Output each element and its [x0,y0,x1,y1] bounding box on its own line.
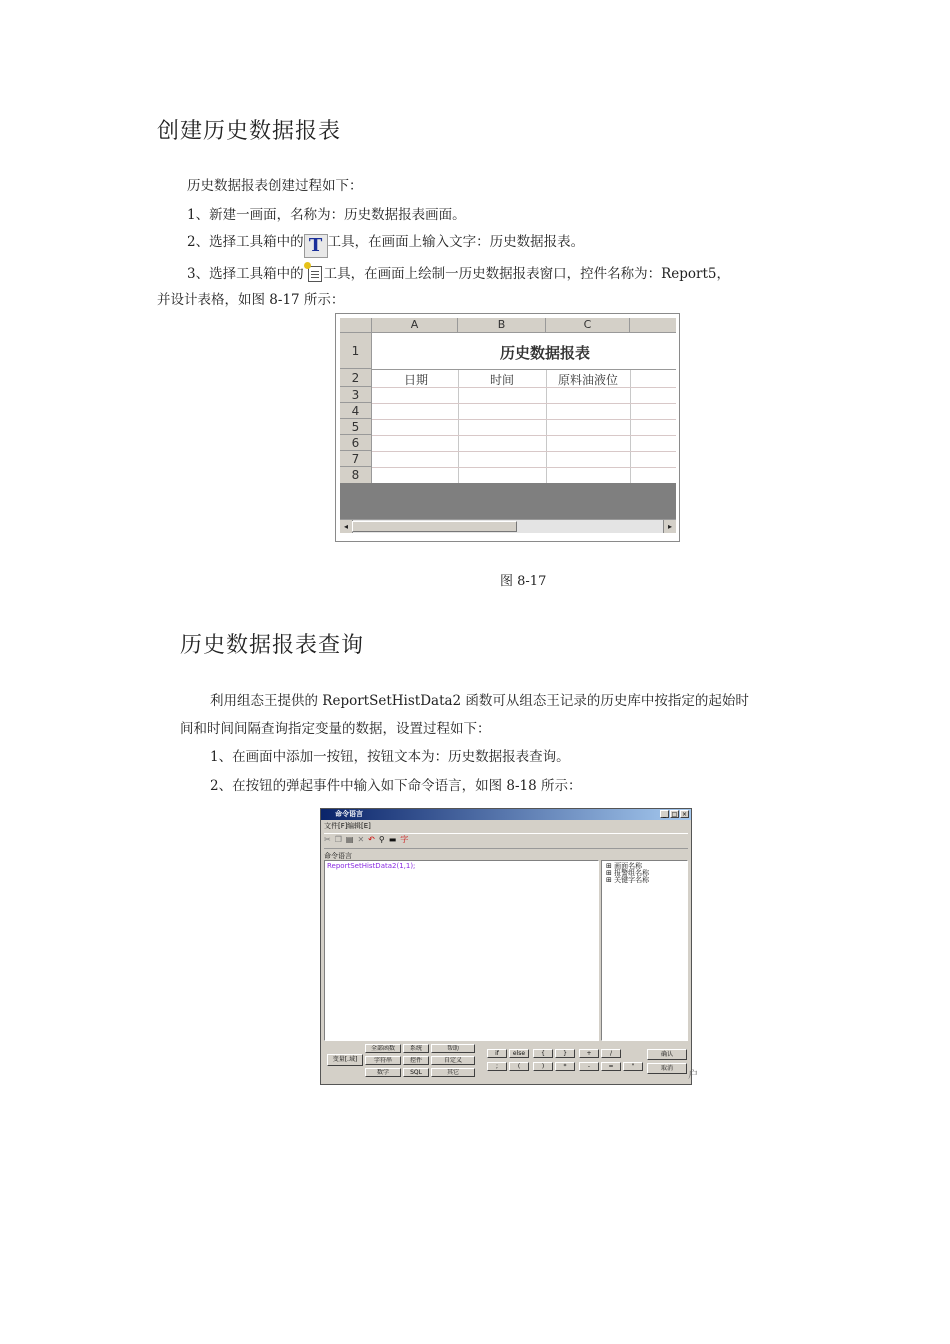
font-icon[interactable]: 字 [400,835,413,844]
menu-edit[interactable]: 编辑[E] [347,822,371,830]
grid-corner [340,318,372,333]
section-title-create-report: 创建历史数据报表 [157,119,342,144]
cell-date: 日期 [404,373,429,387]
string-button[interactable]: 字符串 [365,1056,401,1065]
op-open-paren-button[interactable]: ( [509,1062,529,1071]
row-header-5: 5 [340,419,372,435]
delete-icon[interactable]: ✕ [357,835,369,844]
editor-label: 命令语言 [324,852,352,860]
step-3-text [187,262,730,283]
scroll-left-arrow-icon[interactable]: ◂ [340,520,353,533]
op-equals-button[interactable]: = [601,1062,621,1071]
step-3-continuation: 并设计表格，如图 8-17 所示： [157,292,345,308]
op-open-brace-button[interactable]: { [533,1049,553,1058]
query-step-1: 1、在画面中添加一按钮，按钮文本为：历史数据报表查询。 [210,749,570,765]
row-header-3: 3 [340,387,372,403]
tree-panel[interactable] [601,860,688,1041]
section-title-report-query: 历史数据报表查询 [180,633,365,658]
dialog-toolbar [324,833,688,849]
history-report-tool-icon [304,262,324,282]
column-header-c: C [546,318,630,333]
copy-icon[interactable]: ❐ [334,835,346,844]
ok-button[interactable]: 确认 [647,1049,687,1060]
code-line: ReportSetHistData2(1,1); [327,862,416,870]
op-divide-button[interactable]: / [601,1049,621,1058]
close-icon[interactable]: × [681,811,688,818]
undo-icon[interactable]: ↶ [368,835,379,844]
tree-item-alarm[interactable]: ⊞ 报警组名称 [606,869,650,877]
query-paragraph: 利用组态王提供的 ReportSetHistData2 函数可从组态王记录的历史库中按指定的起始时 [210,693,749,709]
op-else-button[interactable]: else [509,1049,529,1058]
op-quote-button[interactable]: " [623,1062,643,1071]
tree-item-keyword-label: 关键字名称 [614,876,650,884]
row-header-8: 8 [340,467,372,483]
dialog-title-bar: 命令语言 [321,809,691,820]
text-tool-icon: T [304,234,328,258]
figure-caption-8-17: 图 8-17 [500,574,547,589]
math-button[interactable]: 数学 [365,1068,401,1077]
column-header-d [630,318,676,333]
column-header-a: A [372,318,458,333]
intro-text: 历史数据报表创建过程如下： [187,178,363,194]
horizontal-scrollbar[interactable] [340,519,676,533]
query-step-2: 2、在按钮的弹起事件中输入如下命令语言，如图 8-18 所示： [210,778,582,794]
row-header-4: 4 [340,403,372,419]
column-header-b: B [458,318,546,333]
all-functions-button[interactable]: 全部函数 [365,1044,401,1053]
cut-icon[interactable]: ✂ [324,835,335,844]
step-2-suffix: 工具，在画面上输入文字：历史数据报表。 [327,234,585,250]
op-if-button[interactable]: if [487,1049,507,1058]
op-close-brace-button[interactable]: } [555,1049,575,1058]
paste-icon[interactable]: ▤ [345,835,358,844]
clipped-caption-fragment: 户 [688,1070,698,1081]
sql-button[interactable]: SQL [403,1068,429,1077]
grid-empty-area [340,483,676,519]
scroll-right-arrow-icon[interactable]: ▸ [663,520,676,533]
report-title-cell: 历史数据报表 [500,344,591,362]
variable-button[interactable]: 变量[.域] [327,1054,363,1066]
scroll-thumb[interactable] [352,521,517,532]
tree-item-screen[interactable]: ⊞ 画面名称 [606,862,643,870]
row-header-6: 6 [340,435,372,451]
maximize-icon[interactable]: □ [671,811,678,818]
row-header-7: 7 [340,451,372,467]
row-header-2: 2 [340,369,372,387]
control-button[interactable]: 控件 [403,1056,429,1065]
help-button[interactable]: 帮助 [431,1044,475,1053]
custom-button[interactable]: 自定义 [431,1056,475,1065]
query-paragraph-continuation: 间和时间间隔查询指定变量的数据，设置过程如下： [180,721,491,737]
step-3-prefix: 3、选择工具箱中的 [187,266,304,282]
op-semicolon-button[interactable]: ; [487,1062,507,1071]
step-1-text: 1、新建一画面，名称为：历史数据报表画面。 [187,207,466,223]
find-icon[interactable]: ⚲ [378,835,389,844]
op-minus-button[interactable]: - [579,1062,599,1071]
replace-icon[interactable]: ▬ [388,835,401,844]
tree-item-alarm-label: 报警组名称 [614,869,650,877]
row-header-1: 1 [340,333,372,369]
cancel-button[interactable]: 取消 [647,1063,687,1074]
op-plus-button[interactable]: + [579,1049,599,1058]
command-language-dialog-figure [320,808,692,1085]
tree-item-screen-label: 画面名称 [614,862,643,870]
cell-oil-level: 原料油液位 [558,373,619,387]
step-2-text [187,233,584,258]
op-close-paren-button[interactable]: ) [533,1062,553,1071]
code-editor[interactable] [324,860,599,1041]
system-button[interactable]: 系统 [403,1044,429,1053]
step-3-suffix: 工具，在画面上绘制一历史数据报表窗口，控件名称为：Report5， [323,266,730,282]
tree-item-keyword[interactable]: ⊞ 关键字名称 [606,876,650,884]
step-2-prefix: 2、选择工具箱中的 [187,234,304,250]
minimize-icon[interactable]: _ [660,810,669,818]
cell-time: 时间 [490,373,515,387]
other-button[interactable]: 其它 [431,1068,475,1077]
menu-file[interactable]: 文件[F] [324,822,348,830]
history-report-grid-figure [335,313,680,542]
op-multiply-button[interactable]: * [555,1062,575,1071]
